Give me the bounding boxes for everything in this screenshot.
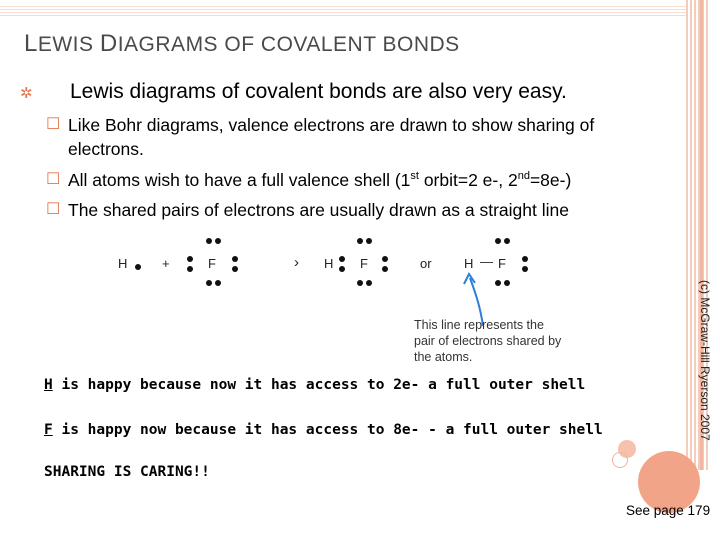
main-bullet-text: Lewis diagrams of covalent bonds are also very easy. — [70, 80, 567, 103]
checkbox-bullet-icon: ☐ — [46, 201, 61, 218]
diagram-note: This line represents the pair of electrons shared by the atoms. — [414, 318, 562, 364]
statement-f-label: F — [44, 422, 53, 438]
checkbox-bullet-icon: ☐ — [46, 116, 61, 133]
atom-h-2: H — [324, 256, 334, 271]
checkbox-bullet-icon: ☐ — [46, 171, 61, 188]
statement-h — [44, 377, 585, 393]
sub-bullet-1-line-2: electrons. — [68, 139, 144, 159]
atom-h-3: H — [464, 256, 474, 271]
sub-bullet-2-text: All atoms wish to have a full valence shell (1st orbit=2 e-, 2nd=8e-) — [68, 170, 572, 190]
side-credit: (c) McGraw-Hill Ryerson 2007 — [698, 280, 712, 441]
title-cap-1: L — [24, 30, 38, 57]
statement-h-label: H — [44, 377, 53, 393]
statement-f-text: is happy now because it has access to 8e- - a full outer shell — [52, 422, 603, 438]
title-rest-1: EWIS — [37, 33, 100, 56]
sub-bullet-1-line-1: Like Bohr diagrams, valence electrons are drawn to show sharing of — [68, 115, 595, 135]
decorative-top-lines — [0, 6, 700, 16]
bullet-icon: ✲ — [20, 85, 33, 102]
reaction-arrow: › — [294, 254, 299, 271]
bond-line: — — [480, 254, 493, 269]
statement-f — [44, 422, 603, 438]
see-page: See page 179 — [626, 503, 711, 518]
title-cap-2: D — [99, 30, 118, 57]
sub-bullet-3-text: The shared pairs of electrons are usually drawn as a straight line — [68, 200, 569, 220]
atom-h-1: H — [118, 256, 128, 271]
atom-f-1: F — [208, 256, 216, 271]
plus-sign: + — [162, 256, 170, 271]
atom-f-2: F — [360, 256, 368, 271]
page-title — [24, 30, 460, 58]
lewis-diagram — [100, 230, 560, 370]
atom-f-3: F — [498, 256, 506, 271]
decorative-circle-ring — [612, 452, 628, 468]
title-rest-2: IAGRAMS OF COVALENT BONDS — [117, 33, 460, 56]
or-label: or — [420, 256, 432, 271]
statement-h-text: is happy because now it has access to 2e- a full outer shell — [52, 377, 586, 393]
sharing-is-caring: SHARING IS CARING!! — [44, 464, 210, 480]
